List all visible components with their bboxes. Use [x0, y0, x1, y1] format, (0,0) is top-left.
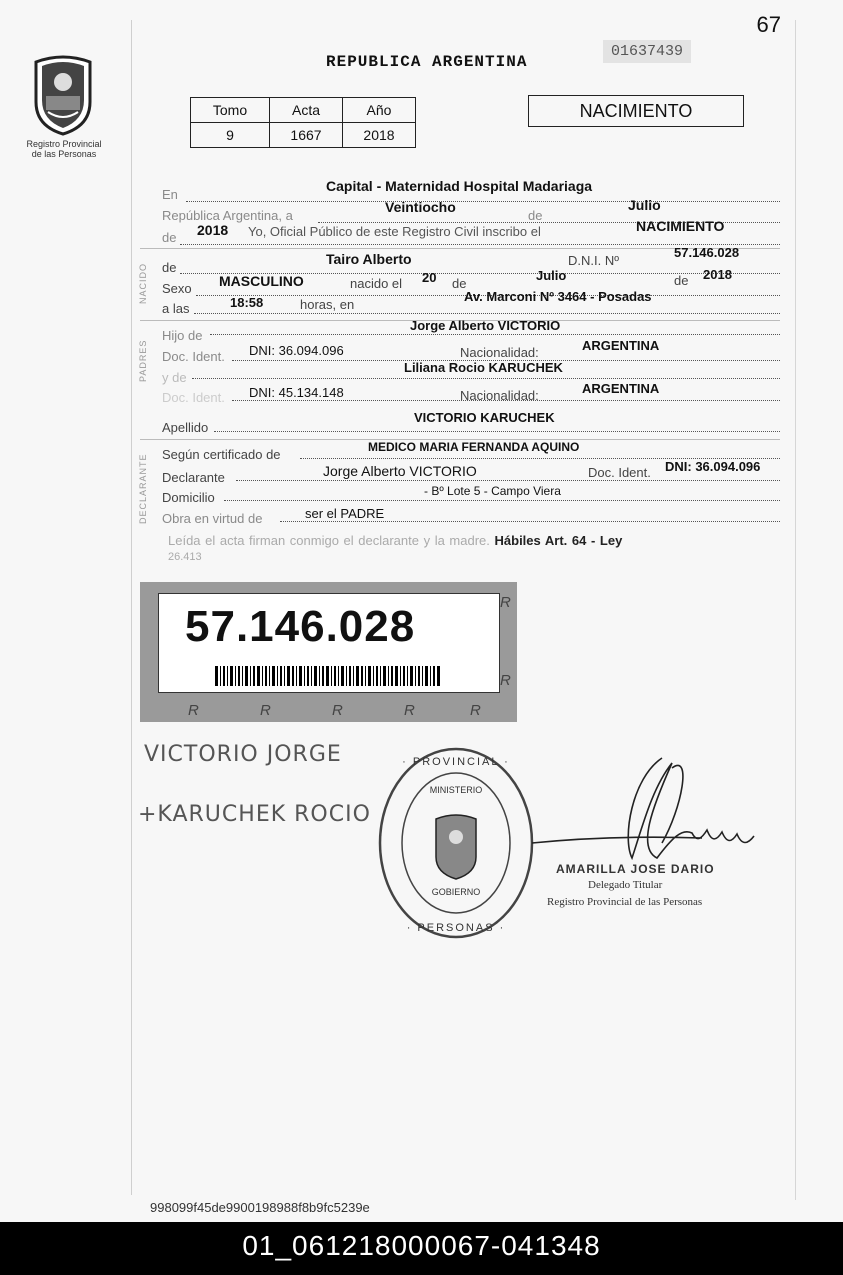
sticker-mark: R: [188, 702, 199, 719]
serial-number: 01637439: [603, 40, 691, 63]
field-address: Av. Marconi Nº 3464 - Posadas: [464, 289, 652, 304]
label-doc-ident: Doc. Ident.: [162, 390, 225, 405]
footer-code: 01_061218000067-041348: [0, 1222, 843, 1275]
page-number: 67: [756, 12, 781, 37]
label-de: de: [528, 208, 543, 223]
field-birth-year: 2018: [703, 267, 732, 282]
field-domicile: - Bº Lote 5 - Campo Viera: [424, 484, 561, 498]
dotted-line: [210, 334, 780, 335]
field-certificate: MEDICO MARIA FERNANDA AQUINO: [368, 440, 580, 454]
field-day-words: Veintiocho: [385, 199, 456, 215]
side-label-nacido: NACIDO: [138, 262, 148, 304]
record-type-box: NACIMIENTO: [528, 95, 744, 127]
label-doc-ident: Doc. Ident.: [588, 465, 651, 480]
field-surname: VICTORIO KARUCHEK: [414, 410, 555, 425]
value-anio: 2018: [343, 123, 416, 148]
value-tomo: 9: [191, 123, 270, 148]
sticker-mark: R: [470, 702, 481, 719]
signatory-name: AMARILLA JOSE DARIO: [556, 862, 715, 876]
label-y-de: y de: [162, 370, 187, 385]
signature-icon: [522, 748, 772, 878]
field-sex: MASCULINO: [219, 273, 304, 289]
field-month: Julio: [628, 197, 661, 213]
field-year: 2018: [197, 222, 229, 238]
dotted-line: [224, 500, 780, 501]
field-birth-month: Julio: [536, 268, 567, 283]
dotted-line: [236, 480, 780, 481]
sticker-mark: R: [260, 702, 271, 719]
header-acta: Acta: [270, 98, 343, 123]
signatory-role: Delegado Titular: [588, 879, 663, 891]
svg-text:· PERSONAS ·: · PERSONAS ·: [406, 922, 506, 934]
svg-text:· PROVINCIAL ·: · PROVINCIAL ·: [402, 756, 510, 768]
label-declarante: Declarante: [162, 470, 225, 485]
label-nacionalidad: Nacionalidad:: [460, 388, 539, 403]
handwritten-line-2: +KARUCHEK ROCIO: [138, 802, 371, 827]
label-a-las: a las: [162, 301, 190, 316]
register-table: [190, 97, 416, 148]
handwritten-line-1: VICTORIO JORGE: [144, 742, 342, 767]
dotted-line: [214, 431, 780, 432]
label-yo: Yo, Oficial Público de este Registro Civil inscribo el: [248, 224, 541, 239]
sticker-mark: R: [500, 594, 511, 611]
provincial-shield-logo-icon: [28, 52, 98, 136]
margin-line: [131, 20, 132, 1195]
field-by-virtue: ser el PADRE: [305, 506, 385, 521]
label-segun-certificado: Según certificado de: [162, 447, 281, 462]
logo-caption: Registro Provincial de las Personas: [26, 139, 102, 159]
header-tomo: Tomo: [191, 98, 270, 123]
sticker-mark: R: [332, 702, 343, 719]
barcode-label: [158, 593, 500, 693]
field-mother-nationality: ARGENTINA: [582, 381, 660, 396]
side-label-padres: PADRES: [138, 339, 148, 382]
field-act-type: NACIMIENTO: [636, 218, 725, 234]
document-hash: 998099f45de9900198988f8b9fc5239e: [150, 1200, 370, 1215]
signatory-organization: Registro Provincial de las Personas: [547, 896, 703, 908]
label-nacionalidad: Nacionalidad:: [460, 345, 539, 360]
svg-text:MINISTERIO: MINISTERIO: [429, 785, 483, 795]
closing-statement: Leída el acta firman conmigo el declarante y la madre. Hábiles Art. 64 - Ley 26.413: [168, 533, 623, 563]
label-horas-en: horas, en: [300, 297, 355, 312]
field-declarant-doc: DNI: 36.094.096: [665, 459, 761, 474]
field-declarant: Jorge Alberto VICTORIO: [323, 463, 477, 479]
label-en: En: [162, 187, 178, 202]
label-dni: D.N.I. Nº: [568, 253, 619, 268]
label-republica: República Argentina, a: [162, 208, 293, 223]
label-de: de: [674, 273, 689, 288]
field-dni: 57.146.028: [674, 245, 740, 260]
barcode-bars-icon: [215, 666, 441, 686]
label-de: de: [162, 260, 177, 275]
label-nacido-el: nacido el: [350, 276, 403, 291]
sticker-mark: R: [500, 672, 511, 689]
field-father-doc: DNI: 36.094.096: [249, 343, 344, 358]
official-seal-icon: [376, 745, 536, 941]
dotted-line: [192, 378, 780, 379]
label-domicilio: Domicilio: [162, 490, 215, 505]
field-time: 18:58: [230, 295, 264, 310]
field-mother-doc: DNI: 45.134.148: [249, 385, 344, 400]
label-de: de: [162, 230, 177, 245]
field-mother: Liliana Rocio KARUCHEK: [404, 360, 563, 375]
field-name: Tairo Alberto: [326, 251, 412, 267]
value-acta: 1667: [270, 123, 343, 148]
sticker-mark: R: [404, 702, 415, 719]
barcode-sticker: [140, 582, 517, 722]
label-obra: Obra en virtud de: [162, 511, 263, 526]
dotted-line: [186, 201, 780, 202]
field-father: Jorge Alberto VICTORIO: [410, 318, 561, 333]
label-sexo: Sexo: [162, 281, 192, 296]
right-border-line: [795, 20, 796, 1200]
field-birth-day: 20: [422, 270, 437, 285]
dotted-line: [280, 521, 780, 522]
label-hijo-de: Hijo de: [162, 328, 203, 343]
svg-text:GOBIERNO: GOBIERNO: [431, 887, 481, 897]
field-place: Capital - Maternidad Hospital Madariaga: [326, 178, 593, 194]
header-anio: Año: [343, 98, 416, 123]
document-title: REPUBLICA ARGENTINA: [326, 53, 528, 71]
field-father-nationality: ARGENTINA: [582, 338, 660, 353]
side-label-declarante: DECLARANTE: [138, 453, 148, 524]
label-doc-ident: Doc. Ident.: [162, 349, 225, 364]
label-de: de: [452, 276, 467, 291]
barcode-number: 57.146.028: [185, 602, 416, 651]
dotted-line: [194, 313, 780, 314]
label-apellido: Apellido: [162, 420, 209, 435]
